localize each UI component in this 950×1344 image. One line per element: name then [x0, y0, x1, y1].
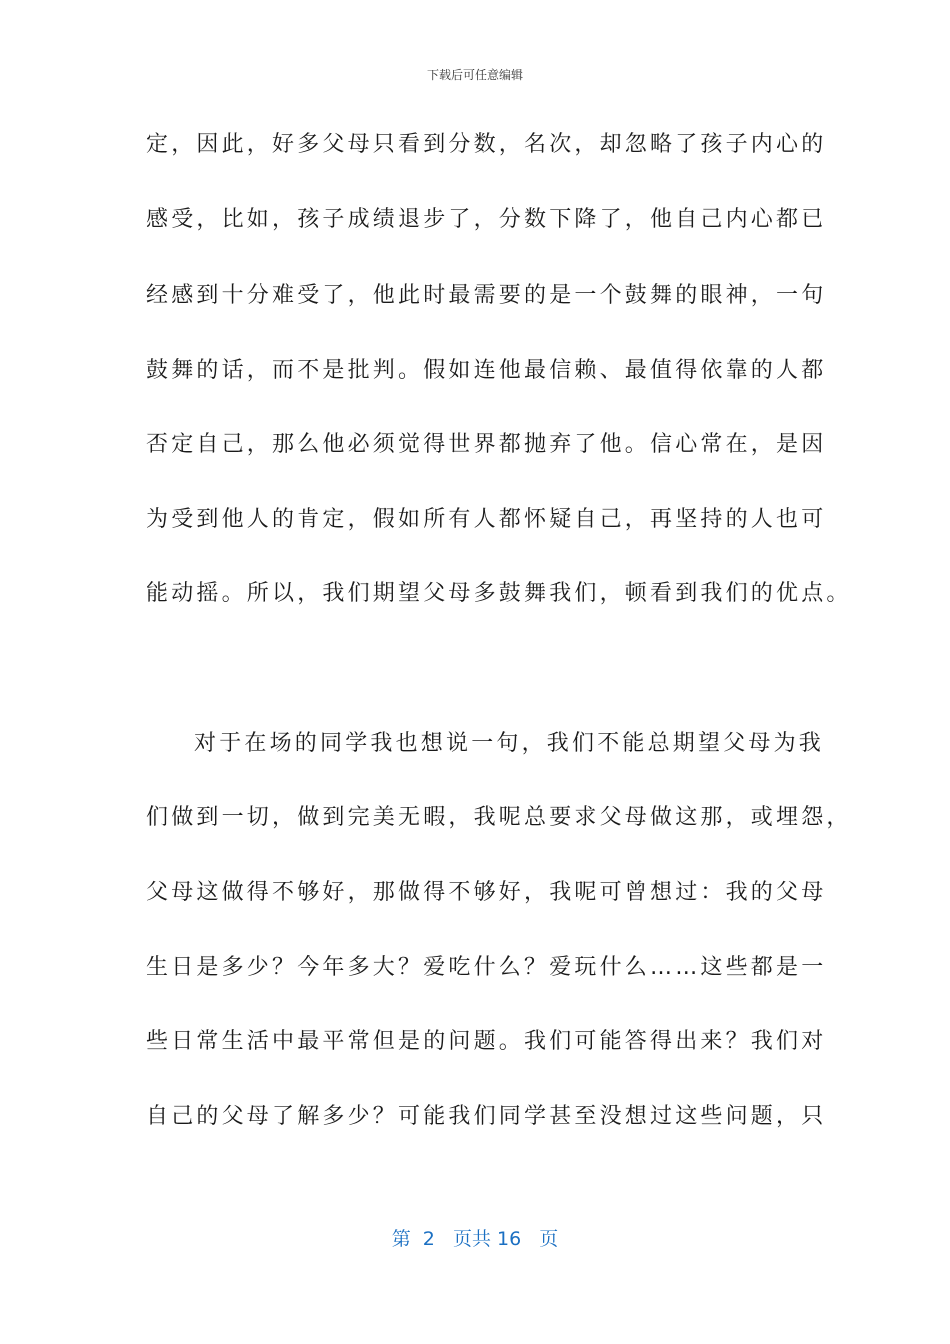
text-line: 定，因此，好多父母只看到分数，名次，却忽略了孩子内心的 [146, 132, 827, 157]
text-line: 些日常生活中最平常但是的问题。我们可能答得出来？我们对 [146, 1029, 827, 1054]
page-header: 下载后可任意编辑 [426, 68, 523, 82]
text-line: 为受到他人的肯定，假如所有人都怀疑自己，再坚持的人也可 [146, 507, 827, 532]
text-line: 自己的父母了解多少？可能我们同学甚至没想过这些问题，只 [146, 1104, 827, 1129]
text-line: 父母这做得不够好，那做得不够好，我呢可曾想过：我的父母 [146, 880, 827, 905]
text-line: 经感到十分难受了，他此时最需要的是一个鼓舞的眼神，一句 [146, 283, 827, 308]
text-line: 对于在场的同学我也想说一句，我们不能总期望父母为我 [194, 731, 825, 756]
text-line: 们做到一切，做到完美无暇，我呢总要求父母做这那，或埋怨， [146, 805, 852, 830]
text-line: 生日是多少？今年多大？爱吃什么？爱玩什么……这些都是一 [146, 955, 827, 980]
text-line: 否定自己，那么他必须觉得世界都抛弃了他。信心常在，是因 [146, 432, 827, 457]
text-line: 鼓舞的话，而不是批判。假如连他最信赖、最值得依靠的人都 [146, 358, 827, 383]
text-line: 能动摇。所以，我们期望父母多鼓舞我们，顿看到我们的优点。 [146, 581, 852, 606]
text-line: 感受，比如，孩子成绩退步了，分数下降了，他自己内心都已 [146, 207, 827, 232]
page-number-footer: 第 2 页共 16 页 [391, 1228, 559, 1250]
